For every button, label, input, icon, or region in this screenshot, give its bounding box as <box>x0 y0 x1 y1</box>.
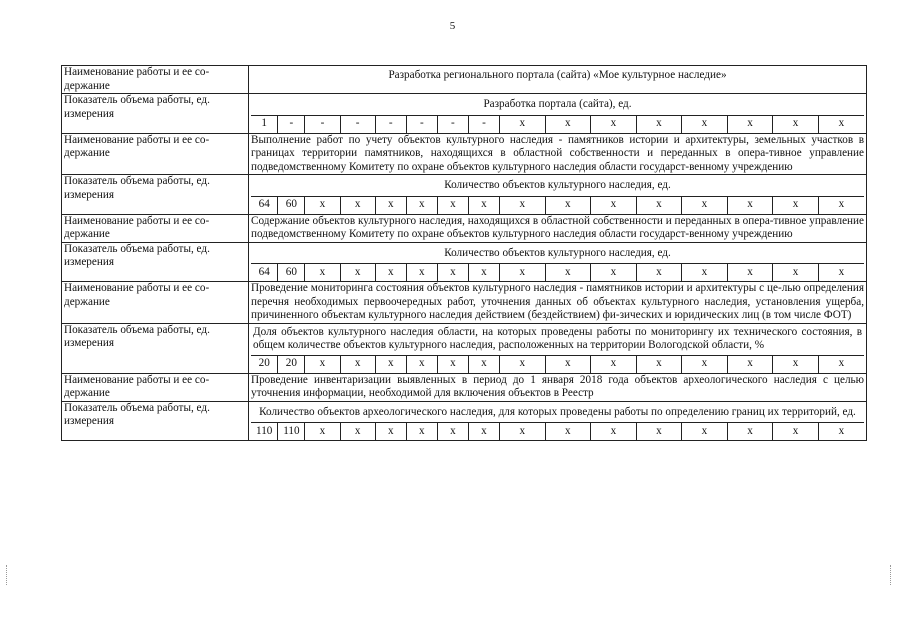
value-cell: х <box>375 264 406 281</box>
value-cell: х <box>682 116 728 133</box>
value-cell: х <box>406 197 437 214</box>
value-cell: х <box>636 197 682 214</box>
work-row <box>62 66 867 94</box>
page-number: 5 <box>449 20 456 32</box>
indicator-row <box>62 401 867 441</box>
value-cell: х <box>591 116 637 133</box>
value-cell: х <box>636 264 682 281</box>
value-cell: 1 <box>261 117 267 130</box>
value-cell: х <box>727 356 773 373</box>
value-cell: х <box>500 197 546 214</box>
value-cell: х <box>500 423 546 440</box>
value-cell: х <box>636 116 682 133</box>
value-cell: 110 <box>256 424 273 437</box>
value-cell: х <box>437 197 468 214</box>
work-label: Наименование работы и ее со-держание <box>62 373 249 401</box>
margin-mark-left <box>6 565 9 585</box>
values-row <box>251 197 864 214</box>
value-cell: 64 <box>258 198 270 211</box>
work-description: Выполнение работ по учету объектов культурного наследия - памятников истории и архитектуры, земельных участков в границах территории памятников, находящихся в областной собственности и переданных в опера-тивное управление подведомственному Комитету по охране объектов культурного наследия области государст-венному учреждению <box>249 133 867 175</box>
work-table <box>61 65 867 441</box>
indicator-description: Количество объектов культурного наследия, ед. <box>251 175 864 197</box>
value-cell: х <box>773 356 819 373</box>
work-row <box>62 214 867 242</box>
value-cell: х <box>773 197 819 214</box>
value-cell: х <box>727 197 773 214</box>
value-cell: 20 <box>278 356 305 373</box>
value-cell: х <box>375 423 406 440</box>
indicator-row <box>62 242 867 282</box>
work-row <box>62 282 867 324</box>
value-cell: х <box>773 423 819 440</box>
indicator-label: Показатель объема работы, ед. измерения <box>62 401 249 441</box>
value-cell: х <box>340 197 375 214</box>
value-cell: х <box>727 423 773 440</box>
value-cell: - <box>278 116 305 133</box>
work-row <box>62 133 867 175</box>
value-cell: х <box>437 356 468 373</box>
value-cell: х <box>591 423 637 440</box>
indicator-label: Показатель объема работы, ед. измерения <box>62 175 249 215</box>
indicator-cell <box>249 175 867 215</box>
value-cell: х <box>818 197 864 214</box>
value-cell: х <box>375 197 406 214</box>
indicator-label: Показатель объема работы, ед. измерения <box>62 242 249 282</box>
value-cell: 60 <box>278 197 305 214</box>
value-cell: х <box>375 356 406 373</box>
value-cell: х <box>591 264 637 281</box>
value-cell: х <box>468 356 499 373</box>
value-cell: х <box>545 423 591 440</box>
value-cell: х <box>591 356 637 373</box>
indicator-cell <box>249 401 867 441</box>
value-cell: - <box>340 116 375 133</box>
value-cell: х <box>468 264 499 281</box>
value-cell: х <box>545 264 591 281</box>
value-cell: - <box>305 116 340 133</box>
value-cell: 60 <box>278 264 305 281</box>
work-description: Проведение инвентаризации выявленных в период до 1 января 2018 года объектов археологического наследия с целью уточнения информации, необходимой для включения объектов в Реестр <box>249 373 867 401</box>
indicator-row <box>62 94 867 134</box>
value-cell: 20 <box>258 357 270 370</box>
value-cell: - <box>406 116 437 133</box>
indicator-label: Показатель объема работы, ед. измерения <box>62 323 249 373</box>
value-cell: х <box>406 423 437 440</box>
value-cell: х <box>500 356 546 373</box>
value-cell: х <box>727 264 773 281</box>
value-cell: - <box>375 116 406 133</box>
values-row <box>251 264 864 281</box>
value-cell: х <box>437 264 468 281</box>
indicator-label: Показатель объема работы, ед. измерения <box>62 94 249 134</box>
values-row <box>251 116 864 133</box>
indicator-description: Доля объектов культурного наследия области, на которых проведены работы по мониторингу их технического состояния, в общем количестве объектов культурного наследия, расположенных на территории Вологодской области, % <box>251 324 864 356</box>
value-cell: - <box>437 116 468 133</box>
value-cell: 110 <box>278 423 305 440</box>
values-row <box>251 356 864 373</box>
value-cell: х <box>340 356 375 373</box>
work-description: Содержание объектов культурного наследия, находящихся в областной собственности и переданных в опера-тивное управление подведомственному Комитету по охране объектов культурного наследия области государст-венному учреждению <box>249 214 867 242</box>
value-cell: х <box>305 356 340 373</box>
value-cell: - <box>468 116 499 133</box>
value-cell: х <box>545 116 591 133</box>
indicator-row <box>62 175 867 215</box>
indicator-description: Количество объектов археологического наследия, для которых проведены работы по определению границ их территорий, ед. <box>251 402 864 424</box>
value-cell: х <box>468 423 499 440</box>
values-row <box>251 423 864 440</box>
value-cell: х <box>305 197 340 214</box>
value-cell: х <box>406 264 437 281</box>
value-cell: х <box>682 264 728 281</box>
indicator-cell <box>249 323 867 373</box>
work-description: Проведение мониторинга состояния объектов культурного наследия - памятников истории и архитектуры с це-лью определения перечня необходимых первоочередных работ, уточнения данных об объектах культурного наследия, установления ущерба, причиненного объектам культурного наследия действием (бездействием) фи-зических и юридических лиц (в том числе ФОТ) <box>249 282 867 324</box>
indicator-row <box>62 323 867 373</box>
value-cell: х <box>305 423 340 440</box>
indicator-description: Разработка портала (сайта), ед. <box>251 94 864 116</box>
value-cell: х <box>773 264 819 281</box>
value-cell: х <box>305 264 340 281</box>
value-cell: х <box>340 423 375 440</box>
value-cell: х <box>500 116 546 133</box>
value-cell: х <box>818 423 864 440</box>
value-cell: х <box>636 423 682 440</box>
indicator-cell <box>249 94 867 134</box>
value-cell: х <box>818 264 864 281</box>
value-cell: х <box>500 264 546 281</box>
value-cell: х <box>406 356 437 373</box>
value-cell: х <box>340 264 375 281</box>
value-cell: х <box>545 356 591 373</box>
value-cell: х <box>682 423 728 440</box>
value-cell: х <box>591 197 637 214</box>
work-row <box>62 373 867 401</box>
work-label: Наименование работы и ее со-держание <box>62 133 249 175</box>
work-description: Разработка регионального портала (сайта) «Мое культурное наследие» <box>249 66 867 94</box>
value-cell: 64 <box>258 265 270 278</box>
work-label: Наименование работы и ее со-держание <box>62 214 249 242</box>
work-label: Наименование работы и ее со-держание <box>62 282 249 324</box>
value-cell: х <box>773 116 819 133</box>
value-cell: х <box>727 116 773 133</box>
value-cell: х <box>682 197 728 214</box>
value-cell: х <box>437 423 468 440</box>
margin-mark-right <box>890 565 893 585</box>
value-cell: х <box>468 197 499 214</box>
value-cell: х <box>636 356 682 373</box>
value-cell: х <box>818 356 864 373</box>
value-cell: х <box>682 356 728 373</box>
indicator-cell <box>249 242 867 282</box>
value-cell: х <box>818 116 864 133</box>
indicator-description: Количество объектов культурного наследия, ед. <box>251 243 864 265</box>
work-label: Наименование работы и ее со-держание <box>62 66 249 94</box>
value-cell: х <box>545 197 591 214</box>
